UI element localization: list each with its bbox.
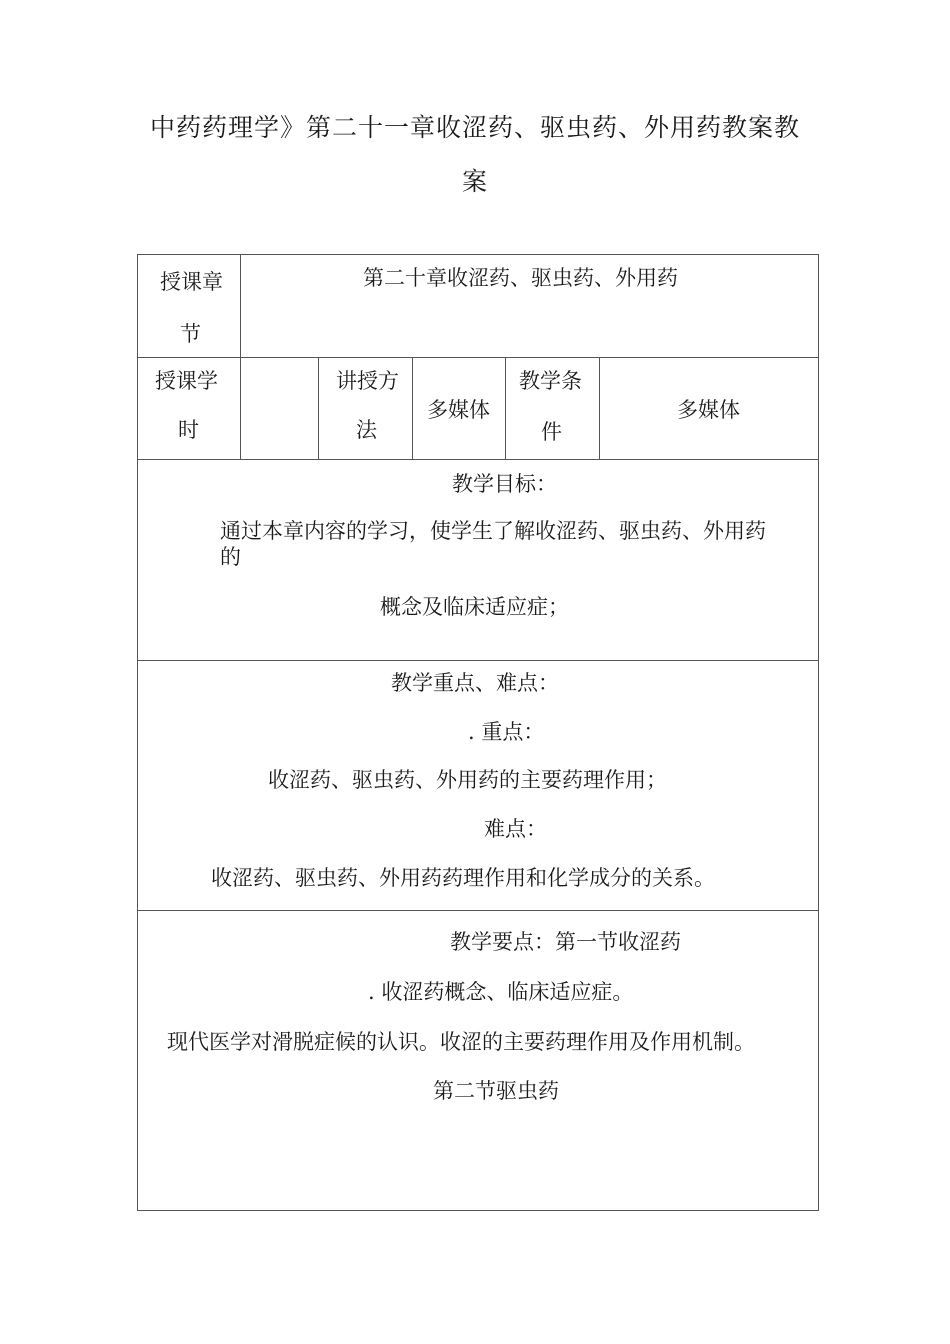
method-label: 讲授方 (336, 369, 399, 393)
difficult-point-label: 难点： (484, 817, 547, 841)
method-value: 多媒体 (427, 398, 490, 422)
column-divider (318, 357, 319, 459)
essentials-text: 现代医学对滑脱症候的认识。收涩的主要药理作用及作用机制。 (167, 1030, 755, 1054)
method-label-continued: 法 (356, 418, 377, 442)
chapter-label: 授课章 (160, 270, 223, 294)
essentials-heading: 教学要点：第一节收涩药 (450, 930, 681, 954)
condition-value: 多媒体 (677, 398, 740, 422)
condition-label-continued: 件 (541, 420, 562, 444)
row-divider (138, 660, 818, 661)
document-title: 中药药理学》第二十一章收涩药、驱虫药、外用药教案教 (149, 113, 800, 142)
difficult-point-text: 收涩药、驱虫药、外用药药理作用和化学成分的关系。 (211, 866, 715, 890)
column-divider (599, 357, 600, 459)
key-points-heading: 教学重点、难点： (391, 671, 559, 695)
row-divider (138, 459, 818, 460)
column-divider (240, 357, 241, 459)
essentials-text: . 收涩药概念、临床适应症。 (368, 980, 634, 1004)
hours-label-continued: 时 (178, 418, 199, 442)
condition-label: 教学条 (519, 369, 582, 393)
key-point-label: . 重点： (468, 720, 545, 744)
column-divider (412, 357, 413, 459)
column-divider (505, 357, 506, 459)
key-point-text: 收涩药、驱虫药、外用药的主要药理作用； (268, 768, 667, 792)
objectives-text: 通过本章内容的学习，使学生了解收涩药、驱虫药、外用药 (220, 519, 766, 543)
row-divider (138, 910, 818, 911)
objectives-text-continued: 概念及临床适应症； (380, 595, 569, 619)
chapter-value: 第二十章收涩药、驱虫药、外用药 (363, 266, 678, 290)
document-title-continued: 案 (461, 167, 488, 196)
objectives-text-wrap: 的 (220, 545, 241, 569)
hours-label: 授课学 (155, 369, 218, 393)
section-heading: 第二节驱虫药 (433, 1079, 559, 1103)
lesson-plan-table (137, 254, 819, 1211)
column-divider (240, 255, 241, 357)
objectives-heading: 教学目标： (452, 472, 557, 496)
chapter-label-continued: 节 (180, 322, 201, 346)
